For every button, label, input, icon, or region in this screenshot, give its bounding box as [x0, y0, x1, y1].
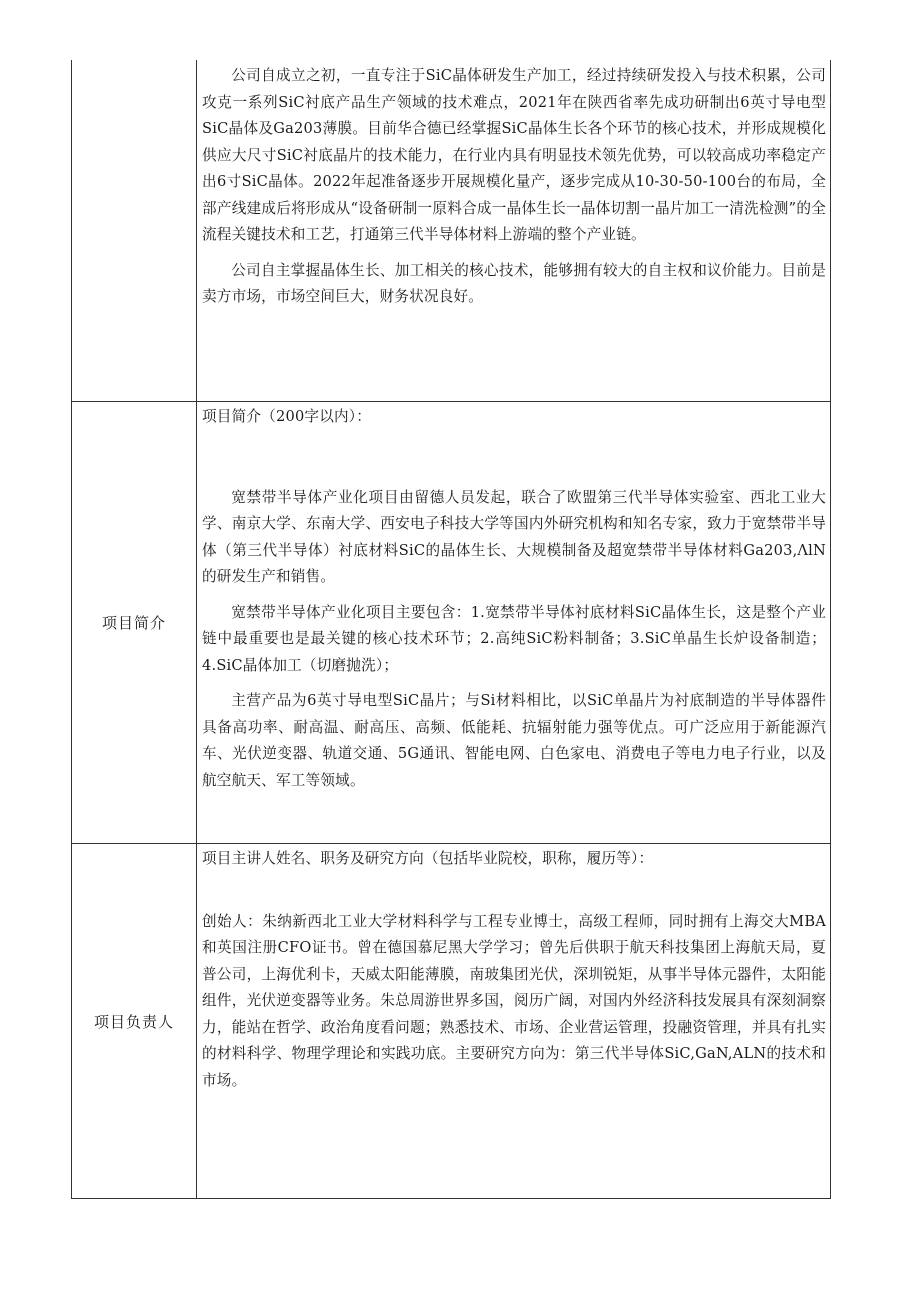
project-leader-label: 项目负责人 — [72, 844, 197, 1199]
project-leader-content — [198, 844, 830, 1199]
project-intro-paragraph-3: 主营产品为6英寸导电型SiC晶片；与Si材料相比，以SiC单晶片为衬底制造的半导体器件具备高功率、耐高温、耐高压、高频、低能耗、抗辐射能力强等优点。可广泛应用于新能源汽车、光伏逆变器、轨道交通、5G通讯、智能电网、白色家电、消费电子等电力电子行业，以及航空航天、军工等领域。 — [202, 692, 826, 789]
company-content — [198, 60, 830, 401]
project-intro-paragraph-2: 宽禁带半导体产业化项目主要包含：1.宽禁带半导体衬底材料SiC晶体生长，这是整个产业链中最重要也是最关键的核心技术环节；2.高纯SiC粉料制备；3.SiC单晶生长炉设备制造；4.SiC晶体加工（切磨抛洗）； — [202, 603, 826, 674]
project-leader-body: 创始人：朱纳新西北工业大学材料科学与工程专业博士，高级工程师，同时拥有上海交大MBA和英国注册CFO证书。曾在德国慕尼黑大学学习；曾先后供职于航天科技集团上海航天局，夏普公司，上海优利卡，天威太阳能薄膜，南玻集团光伏，深圳锐矩，从事半导体元器件，太阳能组件，光伏逆变器等业务。朱总周游世界多国，阅历广阔，对国内外经济科技发展具有深刻洞察力，能站在哲学、政治角度看问题；熟悉技术、市场、企业营运管理，投融资管理，并具有扎实的材料科学、物理学理论和实践功底。主要研究方向为：第三代半导体SiC,GaN,ALN的技术和市场。 — [202, 912, 826, 1089]
project-leader-row — [72, 843, 830, 1199]
company-row — [72, 60, 830, 401]
project-leader-heading: 项目主讲人姓名、职务及研究方向（包括毕业院校，职称，履历等）： — [202, 850, 654, 867]
company-paragraph-2: 公司自主掌握晶体生长、加工相关的核心技术，能够拥有较大的自主权和议价能力。目前是卖方市场，市场空间巨大，财务状况良好。 — [202, 261, 826, 305]
project-intro-content — [198, 402, 830, 843]
project-intro-row — [72, 401, 830, 843]
company-label — [72, 60, 197, 401]
project-intro-heading: 项目简介（200字以内）： — [202, 408, 372, 425]
company-paragraph-1: 公司自成立之初，一直专注于SiC晶体研发生产加工，经过持续研发投入与技术积累，公司攻克一系列SiC衬底产品生产领域的技术难点，2021年在陕西省率先成功研制出6英寸导电型SiC晶体及Ga203薄膜。目前华合德已经掌握SiC晶体生长各个环节的核心技术，并形成规模化供应大尺寸SiC衬底晶片的技术能力，在行业内具有明显技术领先优势，可以较高成功率稳定产出6寸SiC晶体。2022年起准备逐步开展规模化量产，逐步完成从10-30-50-100台的布局，全部产线建成后将形成从“设备研制一原料合成一晶体生长一晶体切割一晶片加工一清洗检测”的全流程关键技术和工艺，打通第三代半导体材料上游端的整个产业链。 — [202, 67, 826, 243]
info-table — [71, 60, 831, 1199]
project-intro-paragraph-1: 宽禁带半导体产业化项目由留德人员发起，联合了欧盟第三代半导体实验室、西北工业大学、南京大学、东南大学、西安电子科技大学等国内外研究机构和知名专家，致力于宽禁带半导体（第三代半导体）衬底材料SiC的晶体生长、大规模制备及超宽禁带半导体材料Ga203,ΛlN的研发生产和销售。 — [202, 488, 826, 585]
project-intro-label: 项目简介 — [72, 402, 197, 843]
